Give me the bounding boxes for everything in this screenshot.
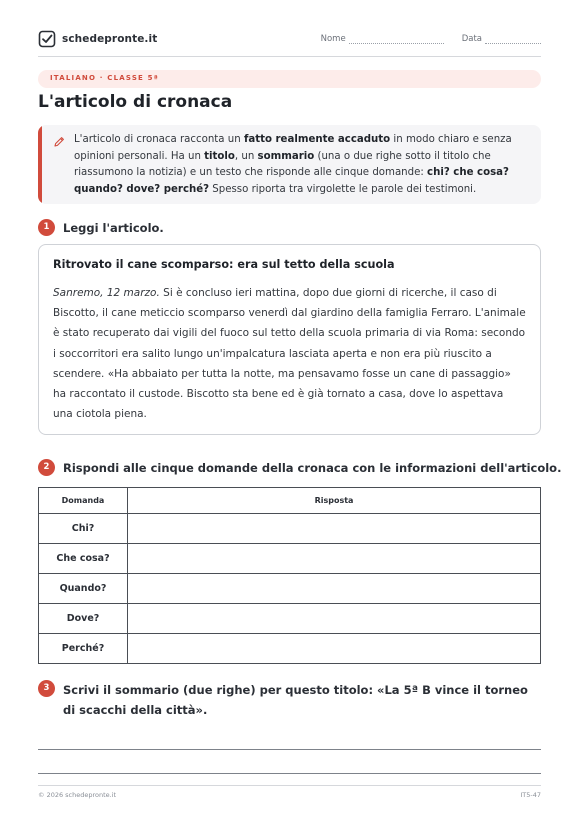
name-field[interactable] <box>349 35 444 44</box>
answer-cell[interactable] <box>128 634 541 664</box>
article-headline: Ritrovato il cane scomparso: era sul tetto della scuola <box>53 258 395 271</box>
name-label: Nome <box>320 34 346 44</box>
article-card <box>38 244 541 435</box>
pencil-icon <box>53 136 65 148</box>
section-3-number: 3 <box>38 680 55 697</box>
subject-tag-label: ITALIANO · CLASSE 5ª <box>50 74 159 82</box>
table-header-row <box>39 488 541 514</box>
question-cell: Quando? <box>39 574 128 604</box>
date-field[interactable] <box>485 35 541 44</box>
brand-name: schedepronte.it <box>62 33 158 45</box>
footer-copyright: © 2026 schedepronte.it <box>38 791 117 799</box>
footer-code: IT5-47 <box>520 791 541 799</box>
table-row <box>39 544 541 574</box>
column-header-answer: Risposta <box>128 488 541 514</box>
table-row <box>39 574 541 604</box>
page-header <box>38 28 541 56</box>
header-divider <box>38 56 541 57</box>
column-header-question: Domanda <box>39 488 128 514</box>
question-cell: Che cosa? <box>39 544 128 574</box>
question-cell: Perché? <box>39 634 128 664</box>
answer-line-2[interactable] <box>38 773 541 774</box>
page-title: L'articolo di cronaca <box>38 92 233 112</box>
section-1-heading <box>38 219 164 238</box>
answer-cell[interactable] <box>128 574 541 604</box>
answer-cell[interactable] <box>128 514 541 544</box>
name-date-fields <box>321 34 541 44</box>
info-box <box>38 125 541 204</box>
question-cell: Chi? <box>39 514 128 544</box>
answer-cell[interactable] <box>128 604 541 634</box>
table-row <box>39 514 541 544</box>
date-label: Data <box>461 34 482 44</box>
article-text: Si è concluso ieri mattina, dopo due giorni di ricerche, il caso di Biscotto, il cane meticcio scomparso venerdì dal giardino della famiglia Ferraro. L'animale è stato recuperato dai vigili del fuoco sul tetto della scuola primaria di via Roma: secondo i soccorritori era salito lungo un'impalcatura lasciata aperta e non era più riuscito a scendere. «Ha abbaiato per tutta la notte, ma pensavamo fosse un cane di passaggio» ha raccontato il custode. Biscotto sta bene ed è già tornato a casa, dove lo aspettava una ciotola piena. <box>53 287 526 421</box>
section-2-number: 2 <box>38 459 55 476</box>
section-1-label: Leggi l'articolo. <box>63 221 164 235</box>
footer-divider <box>38 785 541 786</box>
section-3-label: Scrivi il sommario (due righe) per questo titolo: «La 5ª B vince il torneo di scacchi della città». <box>63 683 528 717</box>
section-2-label: Rispondi alle cinque domande della cronaca con le informazioni dell'articolo. <box>63 461 562 475</box>
info-accent-bar <box>38 125 42 204</box>
checkbox-logo-icon <box>38 30 56 48</box>
table-row <box>39 634 541 664</box>
subject-tag <box>38 70 541 88</box>
five-w-table <box>38 487 541 664</box>
answer-line-1[interactable] <box>38 749 541 750</box>
brand <box>38 30 157 48</box>
table-row <box>39 604 541 634</box>
section-1-number: 1 <box>38 219 55 236</box>
section-3-heading <box>38 680 541 720</box>
article-dateline: Sanremo, 12 marzo. <box>53 287 160 299</box>
info-text: L'articolo di cronaca racconta un fatto realmente accaduto in modo chiaro e senza opinioni personali. Ha un titolo, un sommario (una o due righe sotto il titolo che riassumono la notizia) e un testo che risponde alle cinque domande: chi? che cosa? quando? dove? perché? Spesso riporta tra virgolette le parole dei testimoni. <box>74 134 512 195</box>
answer-cell[interactable] <box>128 544 541 574</box>
article-body <box>53 283 526 424</box>
section-2-heading <box>38 459 561 478</box>
question-cell: Dove? <box>39 604 128 634</box>
